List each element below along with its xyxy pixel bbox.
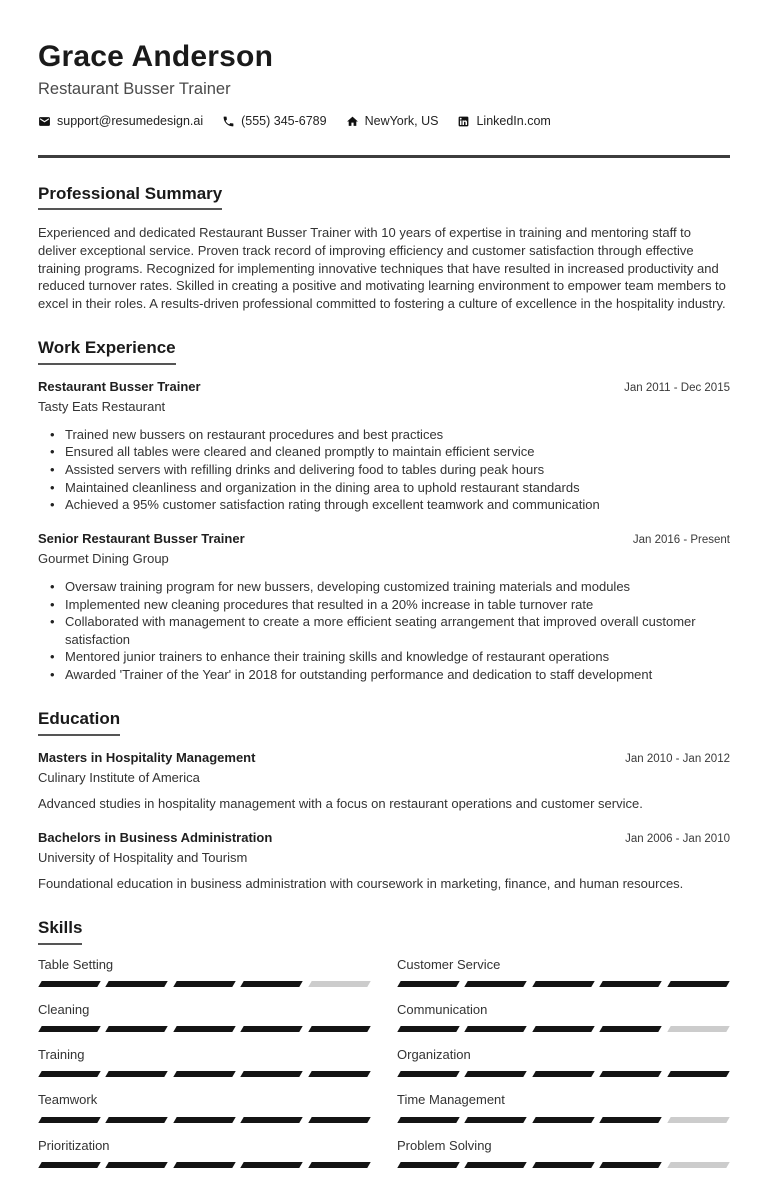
skill-level-bar <box>397 1162 730 1168</box>
skill-prioritization <box>38 1138 371 1168</box>
skill-bar-segment <box>465 1071 528 1077</box>
skill-bar-segment <box>308 1117 371 1123</box>
job-entry <box>38 530 730 684</box>
skill-bar-segment <box>397 1162 460 1168</box>
summary-heading: Professional Summary <box>38 184 222 210</box>
job-entry-head <box>38 530 730 548</box>
skill-bar-segment <box>667 1071 730 1077</box>
contact-location-text: NewYork, US <box>364 114 439 128</box>
degree-dates: Jan 2010 - Jan 2012 <box>625 752 730 765</box>
skill-bar-segment <box>599 1071 662 1077</box>
section-professional-summary <box>38 184 730 312</box>
contact-email <box>38 114 203 128</box>
skill-bar-segment <box>667 1026 730 1032</box>
skills-grid <box>38 957 730 1183</box>
skill-bar-segment <box>308 1162 371 1168</box>
skill-bar-segment <box>397 1026 460 1032</box>
skill-training <box>38 1047 371 1077</box>
education-entry <box>38 829 730 893</box>
skill-bar-segment <box>308 981 371 987</box>
skill-bar-segment <box>532 1117 595 1123</box>
job-bullet: • Achieved a 95% customer satisfaction rating through excellent teamwork and communication <box>38 496 730 514</box>
skill-bar-segment <box>667 981 730 987</box>
skill-bar-segment <box>397 981 460 987</box>
header-divider <box>38 155 730 158</box>
job-bullet-list <box>38 426 730 514</box>
education-entry-head <box>38 829 730 847</box>
skill-bar-segment <box>38 1026 101 1032</box>
job-dates: Jan 2011 - Dec 2015 <box>624 381 730 394</box>
job-company: Gourmet Dining Group <box>38 551 169 567</box>
job-bullet: • Ensured all tables were cleared and cleaned promptly to maintain efficient service <box>38 443 730 461</box>
skill-bar-segment <box>667 1117 730 1123</box>
skill-bar-segment <box>532 1026 595 1032</box>
skill-bar-segment <box>173 1117 236 1123</box>
resume-header <box>38 40 730 158</box>
skill-bar-segment <box>465 1162 528 1168</box>
section-work-experience <box>38 338 730 683</box>
skill-bar-segment <box>532 1162 595 1168</box>
skill-bar-segment <box>106 1071 169 1077</box>
degree-description: Foundational education in business administration with coursework in marketing, finance, and human resources. <box>38 875 684 891</box>
job-bullet: • Assisted servers with refilling drinks and delivering food to tables during peak hours <box>38 461 730 479</box>
skill-bar-segment <box>599 981 662 987</box>
job-bullet: • Trained new bussers on restaurant procedures and best practices <box>38 426 730 444</box>
job-bullet: • Maintained cleanliness and organization in the dining area to uphold restaurant standards <box>38 479 730 497</box>
skill-bar-segment <box>465 1117 528 1123</box>
section-skills <box>38 918 730 1183</box>
skill-bar-segment <box>599 1162 662 1168</box>
summary-text: Experienced and dedicated Restaurant Busser Trainer with 10 years of expertise in training and mentoring staff to deliver exceptional service. Proven track record of improving efficiency and customer satisfaction through effective training programs. Recognized for implementing innovative techniques that have resulted in increased productivity and reduced turnover rates. Skilled in creating a positive and motivating learning environment to empower team members to excel in their roles. A results-driven professional committed to fostering a culture of excellence in the hospitality industry. <box>38 225 726 311</box>
job-bullet: • Awarded 'Trainer of the Year' in 2018 for outstanding performance and dedication to staff development <box>38 666 730 684</box>
contact-email-text: support@resumedesign.ai <box>57 114 204 128</box>
skill-name: Prioritization <box>38 1137 110 1153</box>
skill-bar-segment <box>240 1071 303 1077</box>
school-name: Culinary Institute of America <box>38 770 200 786</box>
skill-bar-segment <box>397 1117 460 1123</box>
skill-teamwork <box>38 1092 371 1122</box>
contact-linkedin-text: LinkedIn.com <box>476 114 551 128</box>
skill-customer-service <box>397 957 730 987</box>
degree-title: Bachelors in Business Administration <box>38 829 273 845</box>
skill-bar-segment <box>465 1026 528 1032</box>
skill-name: Cleaning <box>38 1001 90 1017</box>
skill-bar-segment <box>106 1117 169 1123</box>
person-job-title: Restaurant Busser Trainer <box>38 80 231 98</box>
skill-bar-segment <box>240 981 303 987</box>
education-entry <box>38 749 730 813</box>
skill-name: Table Setting <box>38 956 114 972</box>
skill-bar-segment <box>240 1026 303 1032</box>
skill-level-bar <box>397 1026 730 1032</box>
skill-organization <box>397 1047 730 1077</box>
skill-name: Training <box>38 1047 85 1063</box>
contact-phone <box>222 114 326 128</box>
skill-communication <box>397 1002 730 1032</box>
skill-level-bar <box>397 981 730 987</box>
skill-problem-solving <box>397 1138 730 1168</box>
skills-heading: Skills <box>38 918 82 944</box>
section-education <box>38 709 730 892</box>
experience-heading: Work Experience <box>38 338 176 364</box>
education-heading: Education <box>38 709 120 735</box>
person-name: Grace Anderson <box>38 40 274 73</box>
skill-bar-segment <box>465 981 528 987</box>
skill-level-bar <box>38 1026 371 1032</box>
school-name: University of Hospitality and Tourism <box>38 850 248 866</box>
skill-table-setting <box>38 957 371 987</box>
job-bullet: • Implemented new cleaning procedures that resulted in a 20% increase in table turnover rate <box>38 596 730 614</box>
job-entry-head <box>38 378 730 396</box>
job-dates: Jan 2016 - Present <box>632 533 730 546</box>
skill-level-bar <box>397 1071 730 1077</box>
degree-description: Advanced studies in hospitality management with a focus on restaurant operations and customer service. <box>38 795 643 811</box>
skill-bar-segment <box>106 1026 169 1032</box>
contact-phone-text: (555) 345-6789 <box>241 114 327 128</box>
skill-bar-segment <box>308 1071 371 1077</box>
email-icon <box>38 115 51 128</box>
skill-name: Time Management <box>397 1092 505 1108</box>
contact-linkedin <box>457 114 550 128</box>
skill-level-bar <box>397 1117 730 1123</box>
degree-dates: Jan 2006 - Jan 2010 <box>625 832 730 845</box>
contact-row <box>38 114 730 128</box>
skill-bar-segment <box>106 1162 169 1168</box>
job-bullet: • Collaborated with management to create a more efficient seating arrangement that improved overall customer satisfaction <box>38 613 730 648</box>
phone-icon <box>222 115 235 128</box>
skill-name: Organization <box>397 1047 471 1063</box>
skill-bar-segment <box>532 981 595 987</box>
skill-level-bar <box>38 981 371 987</box>
skill-bar-segment <box>599 1026 662 1032</box>
skill-bar-segment <box>38 981 101 987</box>
skill-level-bar <box>38 1117 371 1123</box>
skill-bar-segment <box>173 1162 236 1168</box>
job-entry <box>38 378 730 514</box>
skill-bar-segment <box>106 981 169 987</box>
skill-bar-segment <box>667 1162 730 1168</box>
skill-name: Customer Service <box>397 956 501 972</box>
job-bullet: • Mentored junior trainers to enhance their training skills and knowledge of restaurant operations <box>38 648 730 666</box>
skill-name: Problem Solving <box>397 1137 492 1153</box>
skill-bar-segment <box>173 1071 236 1077</box>
contact-location <box>346 114 439 128</box>
skill-name: Communication <box>397 1001 488 1017</box>
skill-level-bar <box>38 1071 371 1077</box>
skill-bar-segment <box>240 1162 303 1168</box>
skill-bar-segment <box>38 1117 101 1123</box>
job-title: Restaurant Busser Trainer <box>38 378 201 394</box>
skill-bar-segment <box>308 1026 371 1032</box>
job-company: Tasty Eats Restaurant <box>38 399 166 415</box>
skill-bar-segment <box>599 1117 662 1123</box>
skill-bar-segment <box>38 1071 101 1077</box>
linkedin-icon <box>457 115 470 128</box>
job-bullet-list <box>38 578 730 684</box>
education-entry-head <box>38 749 730 767</box>
home-icon <box>346 115 359 128</box>
skill-name: Teamwork <box>38 1092 98 1108</box>
skill-bar-segment <box>173 1026 236 1032</box>
skill-level-bar <box>38 1162 371 1168</box>
skill-cleaning <box>38 1002 371 1032</box>
skill-bar-segment <box>397 1071 460 1077</box>
skill-bar-segment <box>240 1117 303 1123</box>
job-title: Senior Restaurant Busser Trainer <box>38 530 245 546</box>
skill-bar-segment <box>173 981 236 987</box>
job-bullet: • Oversaw training program for new bussers, developing customized training materials and modules <box>38 578 730 596</box>
degree-title: Masters in Hospitality Management <box>38 749 256 765</box>
skill-bar-segment <box>38 1162 101 1168</box>
skill-bar-segment <box>532 1071 595 1077</box>
skill-time-management <box>397 1092 730 1122</box>
